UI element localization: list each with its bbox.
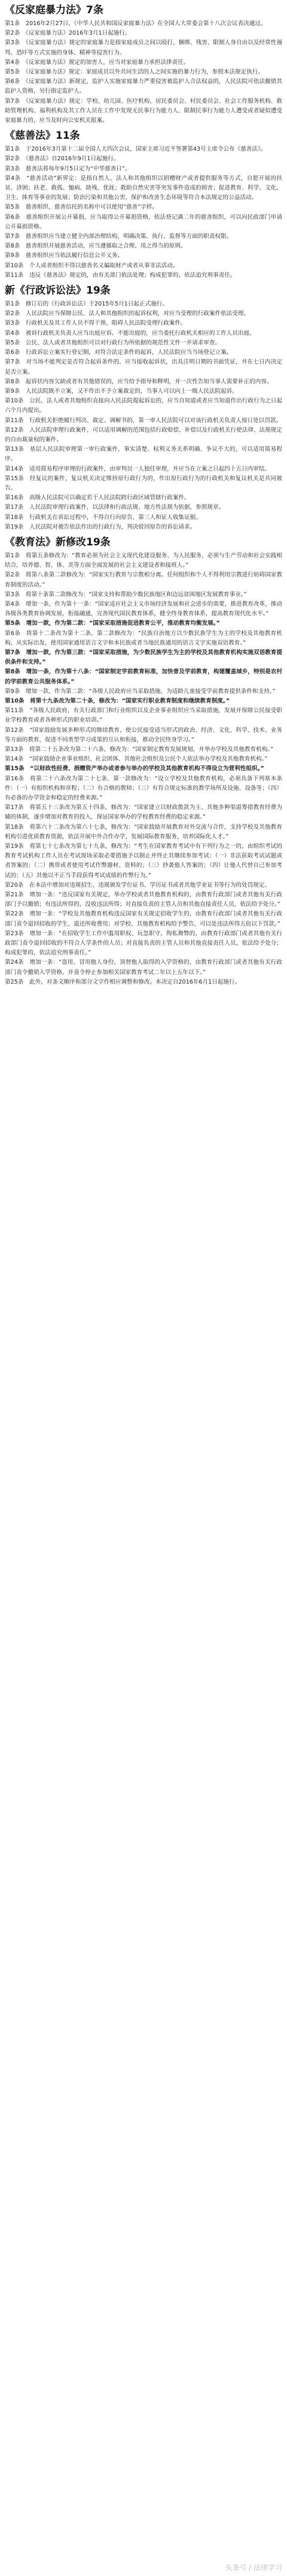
article-paragraph: 第4条 《反家庭暴力法》规定的加害人，应当对家庭暴力承担法律责任。 [5,59,190,66]
article-paragraph: 第1条 修订后的《行政诉讼法》于2015年5月1日起正式施行。 [5,301,168,308]
article-paragraph: 第11条 违反《慈善法》规定的，由有关部门依法处理；构成犯罪的，依法追究刑事责任。 [5,271,236,279]
section-administrative-litigation-law [0,280,287,532]
article-paragraph: 第8条 慈善组织开展慈善活动，应当遵循取之合理、用之得当的原则。 [5,243,187,250]
article-paragraph: 第18条 行政机关在诉讼过程中，不得自行向原告、第三人和证人收集证据。 [5,514,201,521]
section-anti-domestic-violence-law [0,0,287,126]
article-paragraph: 第6条 慈善组织开展公开募捐，应当取得公开募捐资格，依法登记满二年的慈善组织，可以向民政部门申请公开募捐资格。 [5,213,282,230]
article-paragraph: 第9条 人民法院既不立案，又不作出不予立案裁定的，当事人可以向上一级人民法院起诉。 [5,387,238,395]
article-paragraph: 第10条 公民、法人或者其他组织直接向人民法院提起诉讼的，应当自知道或者应当知道作出行政行为之日起六个月内提出。 [5,398,282,414]
article-paragraph: 第22条 增加一条：“学校及其他教育机构违反国家有关规定招收学生的，由教育行政部门或者其他有关行政部门责令退回招收的学生，退还所收费用；对学校、其他教育机构给予警告，可以处违法所得五倍以下罚款。” [5,911,282,927]
section-title: 新《行政诉讼法》19条 [5,285,111,297]
article-paragraph: 第15条 “以财政性经费、捐赠资产举办或者参与举办的学校及其他教育机构不得设立为营利性组织。” [5,765,264,773]
article-paragraph: 第12条 “国家鼓励发展多种形式的继续教育，使公民接受适当形式的政治、经济、文化、科学、技术、业务等方面的教育，促进不同类型学习成果的互认和衔接，推动全民终身学习。” [5,727,282,743]
article-paragraph: 第8条 起诉状内容欠缺或者有其他错误的，应当给予指导和释明，并一次性告知当事人需要补正的内容。 [5,378,273,385]
article-paragraph: 第7条 慈善组织应当建立健全内部治理结构，明确决策、执行、监督等方面的职责权限。 [5,233,233,240]
article-paragraph: 第24条 增加一条：“盗用、冒用他人身份，顶替他人取得的入学资格的，由教育行政部门或者其他有关行政部门责令撤销入学资格，并责令停止参加相关国家教育考试二年以上五年以下。” [5,959,282,976]
article-paragraph: 第14条 适用简易程序审理的行政案件，由审判员一人独任审理，并应当在立案之日起四十五日内审结。 [5,465,270,472]
article-paragraph: 第2条 《反家庭暴力法》2016年3月1日起施行。 [5,30,131,37]
article-paragraph: 第3条 慈善法将每年9月5日定为“中华慈善日”。 [5,165,131,172]
section-education-law [0,532,287,987]
article-paragraph: 第19条 人民法院对被告依法作出的行政行为，判决驳回原告的诉讼请求。 [5,523,196,530]
article-paragraph: 第9条 增加一款，作为第二款：“各级人民政府应当采取措施，为适龄儿童接受学前教育提供条件和支持。” [5,688,276,695]
article-paragraph: 第5条 增加一款，作为第二款：“国家采取措施促进教育公平，推动教育均衡发展。” [5,620,220,627]
watermark: 头条号 / 法律学习 [225,2563,282,2572]
article-paragraph: 第5条 《反家庭暴力法》规定：家庭成员以外共同生活的人之间实施的暴力行为，参照本法规定执行。 [5,69,264,76]
section-title: 《慈善法》11条 [5,130,80,142]
article-paragraph: 第11条 行政机关拒绝履行判决、裁定、调解书的，第一审人民法院可以对该行政机关负责人按日处以罚款。 [5,417,282,424]
article-paragraph: 第10条 将第十九条改为第二十条，修改为：“国家实行职业教育制度和继续教育制度。” [5,698,230,704]
article-paragraph: 第8条 增加一条，作为第十八条：“国家制定学前教育标准，加快普及学前教育，构建覆盖城乡，特别是农村的学前教育公共服务体系。” [5,669,282,685]
article-paragraph: 第7条 《反家庭暴力法》规定：学校、幼儿园、医疗机构、居民委员会、村民委员会、社会工作服务机构、救助管理机构、福利机构及其工作人员在工作中发现无民事行为能力人、限制民事行为能力人遭受或者疑似遭受家庭暴力的，应当及时向公安机关报案。 [5,97,282,124]
article-paragraph: 第13条 将第二十五条改为第二十六条，修改为：“国家制定教育发展规划，并举办学校及其他教育机构。” [5,746,274,753]
article-paragraph: 第23条 增加一条：“在招收学生工作中滥用职权、玩忽职守、徇私舞弊的，由教育行政部门或者其他有关行政部门责令退回招收的不符合入学条件的人员；对直接负责的主管人员和其他直接责任人员，依法给予处分；构成犯罪的，依法追究刑事责任。” [5,930,282,957]
article-paragraph: 第19条 将第七十七条改为第七十九条，修改为：“考生在国家教育考试中有下列行为之一的，由组织考试的教育考试机构工作人员在考试现场采取必要措施予以制止并终止其继续参加考试：（一）非法获取考试试题或者答案的；（二）携带或者使用考试作弊器材、资料的；（三）抄袭他人答案的；（四）让他人代替自己参加考试的；（五）其他以不正当手段获得考试成绩的作弊行为。” [5,843,282,879]
article-paragraph: 第7条 对当场不能判定是否符合起诉条件的，应当接收起诉状，出具注明日期的书面凭证，并在七日内决定是否立案。 [5,359,282,376]
article-paragraph: 第6条 将第十二条改为第十二条，第二款修改为：“民族自治地方以少数民族学生为主的学校及其他教育机构，从实际出发，使用国家通用语言文字和本民族或者当地民族通用的语言文字实施双语教育。” [5,630,282,646]
article-paragraph: 第16条 高级人民法院可以确定若干人民法院跨行政区域管辖行政案件。 [5,495,190,502]
article-paragraph: 第15条 经复议的案件，复议机关决定维持原行政行为的，作出原行政行为的行政机关和复议机关是共同被告。 [5,475,282,492]
article-paragraph: 第2条 将第八条第二款修改为：“国家实行教育与宗教相分离。任何组织和个人不得利用宗教进行妨碍国家教育制度的活动。” [5,572,282,588]
article-paragraph: 第6条 行政诉讼立案实行登记制，对符合法定条件的起诉，人民法院应当当场登记立案。 [5,349,233,356]
article-paragraph: 第4条 “慈善活动”新界定：是指自然人、法人和其他组织以捐赠财产或者提供服务等方式，自愿开展的扶贫、济困；扶老、救孤、恤病、助残、优抚；救助自然灾害等突发事件造成的损害；促进教育、科学、文化、卫生、体育等事业的发展；防治污染和其他公害，保护和改善生态环境等符合本法规定的公益活动。 [5,175,282,202]
article-paragraph: 第1条 于2016年3月第十二届全国人大四次会议，国家主席习近平签署第43号主席令公布《慈善法》。 [5,146,267,153]
article-paragraph: 第14条 “国家鼓励企业事业组织、社会团体、其他社会组织及公民个人依法举办学校及其他教育机构。” [5,756,268,763]
article-paragraph: 第6条 《反家庭暴力法》新规定，监护人实施家庭暴力严重侵害被监护人合法权益的，人民法院可依法撤销其监护人资格，另行指定监护人。 [5,78,282,95]
article-paragraph: 第18条 将第六十二条改为第六十七条，修改为：“国家鼓励开展教育对外交流与合作，支持学校及其他教育机构引进优质教育资源，依法开展中外合作办学，发展国际教育服务，培养国际化人才。” [5,823,282,840]
section-charity-law [0,126,287,280]
article-paragraph: 第25条 此外，对条文顺序和部分文字作相应调整和修改。本决定自2016年6月1日起施行。 [5,978,241,985]
article-paragraph: 第7条 增加一款，作为第三款：“国家采取措施，为少数民族学生为主的学校及其他教育机构实施双语教育提供条件和支持。” [5,649,282,666]
article-paragraph: 第17条 人民法院审理行政案件，以法律和行政法规、地方性法规为依据，参照规章。 [5,504,225,511]
article-paragraph: 第21条 增加一条：“违反国家有关规定，举办学校或者其他教育机构的，由教育行政部门或者其他有关行政部门予以撤销；有违法所得的，没收违法所得；对直接负责的主管人员和其他直接责任人员，依法给予处分。” [5,892,282,908]
article-paragraph: 第20条 在本法中增加对违规招生、违规颁发学位证书、学历证书或者其他学业证书等行为的处罚规定。 [5,881,270,889]
article-paragraph: 第10条 个人或者组织不得以慈善名义骗取财产或者从事非法活动。 [5,262,179,269]
article-paragraph: 第4条 被诉行政机关负责人应当出庭应诉。不能出庭的，应当委托行政机关相应的工作人员出庭。 [5,329,255,337]
article-paragraph: 第2条 人民法院应当保障公民、法人和其他组织的起诉权利，对应当受理的行政案件依法受理。 [5,310,250,318]
article-paragraph: 第12条 人民法院审理行政案件，可以适用调解的范围包括行政赔偿、补偿以及行政机关行使法律、法规规定的自由裁量权的案件。 [5,426,282,443]
article-paragraph: 第13条 基层人民法院审理第一审行政案件，事实清楚、权利义务关系明确、争议不大的，可以适用简易程序。 [5,446,282,463]
article-paragraph: 第16条 将第二十六条改为第二十七条，第一款修改为：“设立学校及其他教育机构，必须具备下列基本条件：（一）有组织机构和章程；（二）有合格的教师；（三）有符合规定标准的教学场所及设施、设备等；（四）有必备的办学资金和稳定的经费来源。” [5,775,282,802]
article-paragraph: 第4条 增加一条，作为第十一条：“国家适应社会主义市场经济发展和社会进步的需要，推进教育改革，推动各级各类教育协调发展、衔接融通，完善现代国民教育体系，健全终身教育体系，提高教育现代化水平。” [5,600,282,618]
article-paragraph: 第17条 将第五十三条改为第五十四条，修改为：“国家建立以财政拨款为主、其他多种渠道筹措教育经费为辅的体制，逐步增加对教育的投入，保证国家举办的学校教育经费的稳定来源。” [5,804,282,821]
article-paragraph: 第1条 2016年2月27日，《中华人民共和国反家庭暴力法》在全国人大常委会第十八次会议表决通过。 [5,20,267,27]
article-paragraph: 第3条 《反家庭暴力法》规定的家庭暴力是指家庭成员之间以殴打、捆绑、残害、限制人身自由以及经常性谩骂、恐吓等方式实施的身体、精神等侵害行为。 [5,39,282,56]
section-title: 《反家庭暴力法》7条 [5,4,103,16]
article-paragraph: 第1条 将第五条修改为：“教育必须为社会主义现代化建设服务、为人民服务，必须与生产劳动和社会实践相结合，培养德、智、体、美等方面全面发展的社会主义建设者和接班人。” [5,552,282,569]
article-paragraph: 第2条 《慈善法》自2016年9月1日起施行。 [5,155,120,163]
article-paragraph: 第3条 将第十条第二款修改为：“国家支持和帮助少数民族地区和边远贫困地区发展教育事业。” [5,591,247,598]
article-paragraph: 第9条 慈善组织应当依法履行信息公开义务。 [5,252,123,260]
article-paragraph: 第3条 行政机关及其工作人员不得干预、阻碍人民法院受理行政案件。 [5,320,187,327]
section-title: 《教育法》新修改19条 [5,536,111,548]
article-paragraph: 第5条 公民、法人或者其他组织可以对行政行为所依据的规范性文件一并请求审查。 [5,339,221,346]
article-paragraph: 第11条 “各级人民政府、有关行政部门和行业组织以及企业事业组织应当采取措施，发展并保障公民接受职业学校教育或者各种形式的职业培训。” [5,707,282,724]
article-paragraph: 第5条 慈善组织、慈善信托的名称中可以使用“慈善”字样。 [5,204,158,211]
